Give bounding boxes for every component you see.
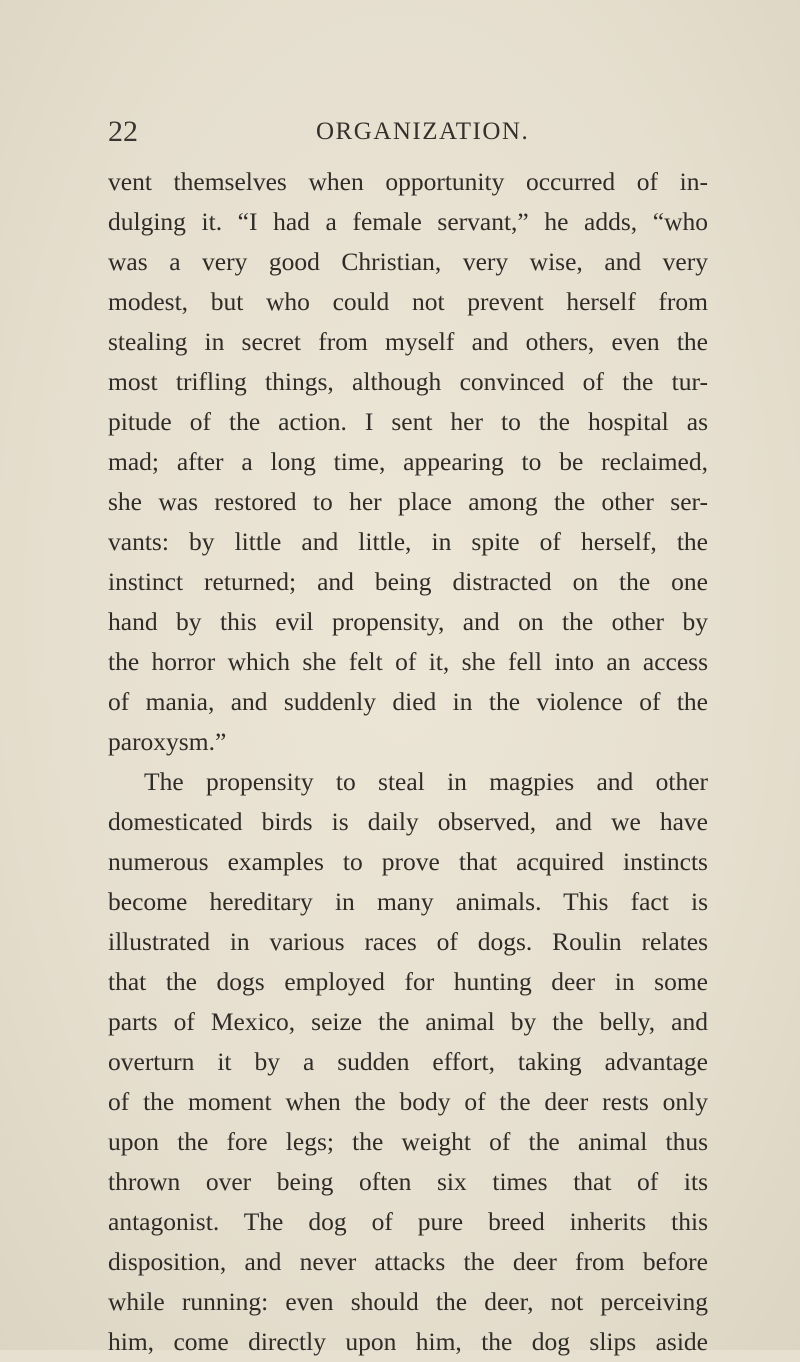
text-line: him, come directly upon him, the dog slips aside [108,1327,708,1356]
text-line: parts of Mexico, seize the animal by the belly, and [108,1007,708,1036]
paragraph-2 [108,762,708,1362]
body-text [108,162,708,1362]
text-line: was a very good Christian, very wise, and very [108,247,708,276]
text-line: vent themselves when opportunity occurred of in- [108,167,708,196]
paragraph-1 [108,162,708,762]
text-line: domesticated birds is daily observed, and we have [108,807,708,836]
text-line: hand by this evil propensity, and on the other by [108,607,708,636]
text-line: thrown over being often six times that of its [108,1167,708,1196]
text-line: she was restored to her place among the other ser- [108,487,708,516]
text-line: become hereditary in many animals. This fact is [108,887,708,916]
text-line: most trifling things, although convinced of the tur- [108,367,708,396]
text-line: stealing in secret from myself and others, even the [108,327,708,356]
text-line: pitude of the action. I sent her to the hospital as [108,407,708,436]
text-line: of mania, and suddenly died in the violence of the [108,687,708,716]
text-line: that the dogs employed for hunting deer in some [108,967,708,996]
text-line: upon the fore legs; the weight of the animal thus [108,1127,708,1156]
text-line: mad; after a long time, appearing to be reclaimed, [108,447,708,476]
text-line: vants: by little and little, in spite of herself, the [108,527,708,556]
text-line: while running: even should the deer, not perceiving [108,1287,708,1316]
text-line: of the moment when the body of the deer rests only [108,1087,708,1116]
text-line: overturn it by a sudden effort, taking advantage [108,1047,708,1076]
running-title: ORGANIZATION. [316,118,530,145]
text-line: illustrated in various races of dogs. Roulin relates [108,927,708,956]
text-line: dulging it. “I had a female servant,” he adds, “who [108,207,708,236]
text-line: modest, but who could not prevent herself from [108,287,708,316]
text-line: antagonist. The dog of pure breed inherits this [108,1207,708,1236]
text-line: disposition, and never attacks the deer from before [108,1247,708,1276]
text-line: paroxysm.” [108,727,227,756]
text-line: instinct returned; and being distracted on the one [108,567,708,596]
page-number: 22 [108,115,138,148]
text-line: numerous examples to prove that acquired instincts [108,847,708,876]
text-line: The propensity to steal in magpies and other [144,767,708,796]
text-line: the horror which she felt of it, she fell into an access [108,647,708,676]
page-header [108,112,708,152]
